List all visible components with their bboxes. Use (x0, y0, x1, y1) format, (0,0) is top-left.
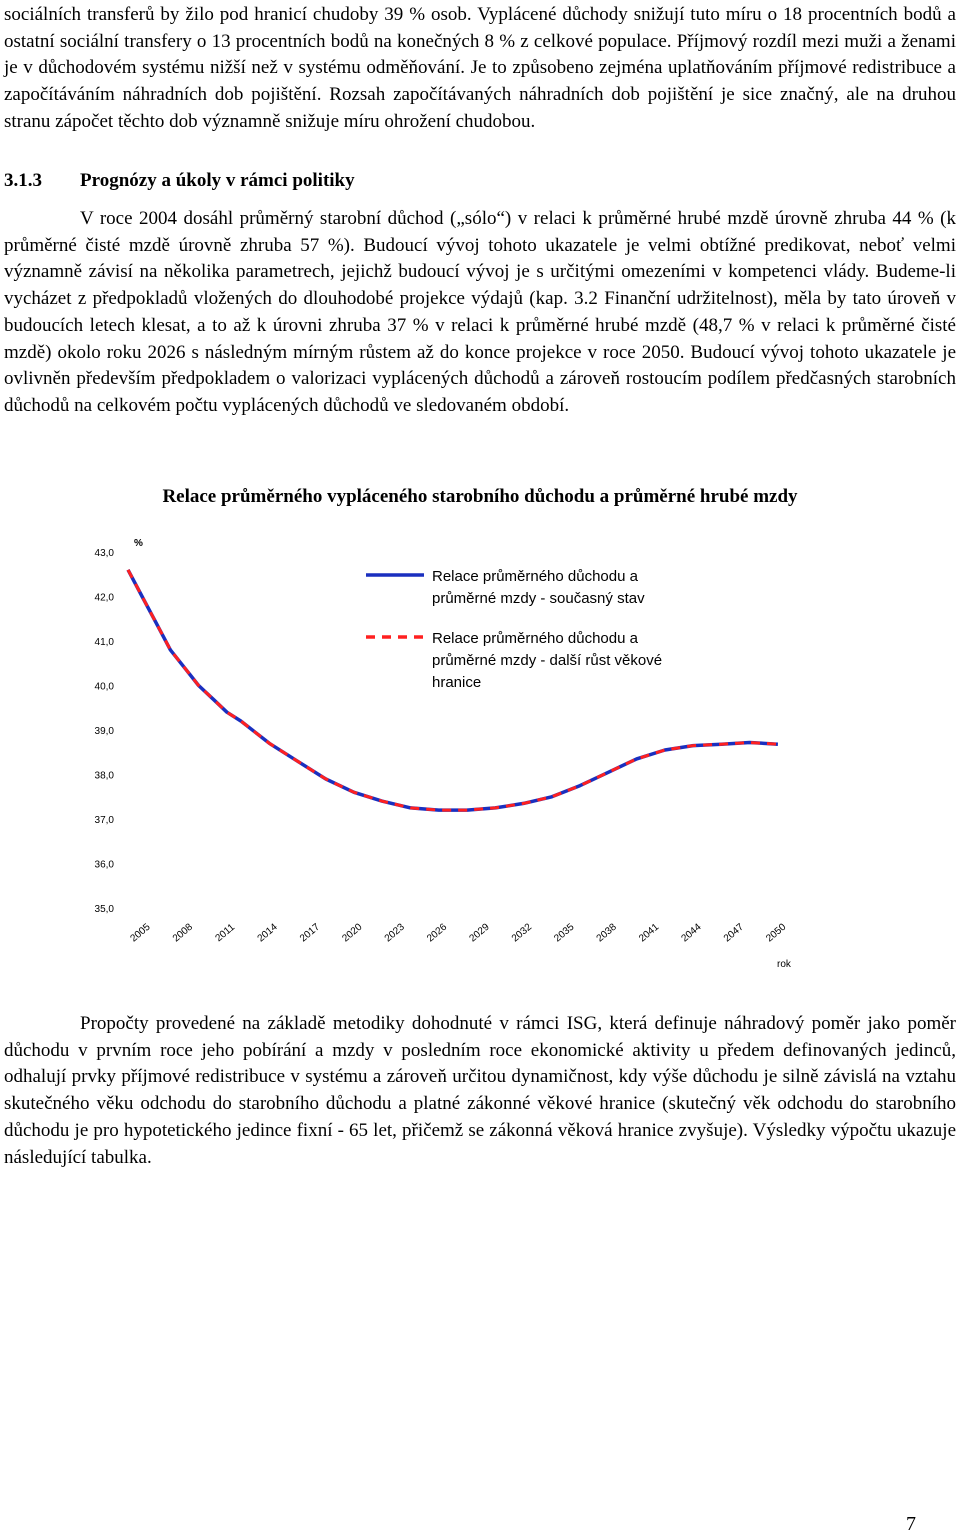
pension-wage-ratio-chart (80, 530, 800, 980)
paragraph-intro: sociálních transferů by žilo pod hranicí chudoby 39 % osob. Vyplácené důchody snižují tuto míru o 18 procentních bodů a ostatní sociální transfery o 13 procentních bodů na konečných 8 % z celkové populace. Příjmový rozdíl mezi muži a ženami je v důchodovém systému nižší než v systému odměňování. Je to způsobeno zejména uplatňováním příjmové redistribuce a započítáváním náhradních dob pojištění. Rozsah započítávaných náhradních dob pojištění je sice značný, ale na druhou stranu zápočet těchto dob významně snižuje míru ohrožení chudobou. (4, 4, 956, 132)
page-number: 7 (906, 1513, 916, 1535)
x-tick-label: 2017 (297, 921, 323, 945)
y-tick-label: 43,0 (94, 548, 114, 559)
legend-current-line1: Relace průměrného důchodu a (432, 568, 638, 585)
y-axis-unit-label: % (134, 538, 143, 549)
legend-further-growth-line1: Relace průměrného důchodu a (432, 630, 638, 647)
x-tick-label: 2044 (679, 921, 704, 945)
x-axis-unit-label: rok (777, 959, 791, 970)
y-tick-label: 40,0 (94, 681, 114, 693)
y-tick-label: 38,0 (94, 770, 114, 782)
legend-current-line2: průměrné mzdy - současný stav (432, 590, 645, 607)
y-tick-label: 42,0 (94, 592, 114, 604)
x-tick-label: 2014 (255, 921, 280, 945)
legend-further-growth-line3: hranice (432, 674, 482, 691)
x-tick-label: 2008 (170, 921, 195, 945)
section-heading (4, 170, 355, 192)
x-tick-label: 2023 (382, 921, 407, 945)
x-tick-label: 2032 (509, 921, 535, 945)
section-title: Prognózy a úkoly v rámci politiky (80, 170, 355, 191)
y-tick-label: 36,0 (94, 859, 114, 871)
x-tick-label: 2035 (552, 921, 577, 945)
x-tick-label: 2020 (340, 921, 365, 945)
x-tick-label: 2038 (594, 921, 619, 945)
section-number: 3.1.3 (4, 170, 42, 191)
x-tick-label: 2011 (213, 921, 238, 945)
y-tick-label: 37,0 (94, 815, 114, 826)
legend-further-growth-line2: průměrné mzdy - další růst věkové (432, 652, 663, 669)
x-tick-label: 2029 (467, 921, 492, 945)
y-tick-label: 41,0 (94, 637, 114, 648)
paragraph-isg-methodology: Propočty provedené na základě metodiky dohodnuté v rámci ISG, která definuje náhradový poměr jako poměr důchodu v prvním roce jeho pobírání a mzdy v posledním roce ekonomické aktivity u předem definovaných jedinců, odhalují prvky příjmové redistribuce v systému a zároveň určitou dynamičnost, kdy výše důchodu je silně závislá na vztahu skutečného věku odchodu do starobního důchodu a platné zákonné věkové hranice (skutečný věk odchodu do starobního důchodu je pro hypotetického jedince fixní - 65 let, přičemž se zákonná věková hranice zvyšuje). Výsledky výpočtu ukazuje následující tabulka. (4, 1013, 956, 1168)
x-tick-label: 2050 (764, 921, 789, 945)
chart-title: Relace průměrného vypláceného starobního důchodu a průměrné hrubé mzdy (162, 486, 798, 507)
y-tick-label: 35,0 (94, 904, 114, 915)
x-tick-label: 2041 (637, 921, 662, 945)
x-tick-label: 2026 (425, 921, 450, 945)
y-tick-label: 39,0 (94, 726, 114, 737)
x-tick-label: 2005 (128, 921, 153, 945)
x-tick-label: 2047 (721, 921, 746, 945)
paragraph-forecast: V roce 2004 dosáhl průměrný starobní důchod („sólo“) v relaci k průměrné hrubé mzdě úrovně zhruba 44 % (k průměrné čisté mzdě úrovně zhruba 57 %). Budoucí vývoj tohoto ukazatele je velmi obtížné predikovat, neboť velmi významně závisí na několika parametrech, jejichž budoucí vývoj je s určitými omezeními v kompetenci vlády. Budeme-li vycházet z předpokladů vložených do dlouhodobé projekce výdajů (kap. 3.2 Finanční udržitelnost), měla by tato úroveň v budoucích letech klesat, a to až k úrovni zhruba 37 % v relaci k průměrné hrubé mzdě (48,7 % v relaci k průměrné čisté mzdě) okolo roku 2026 s následným mírným růstem až do konce projekce v roce 2050. Budoucí vývoj tohoto ukazatele je ovlivněn především předpokladem o valorizaci vyplácených důchodů a zároveň rostoucím podílem předčasných starobních důchodů na celkovém počtu vyplácených důchodů ve sledovaném období. (4, 208, 956, 416)
